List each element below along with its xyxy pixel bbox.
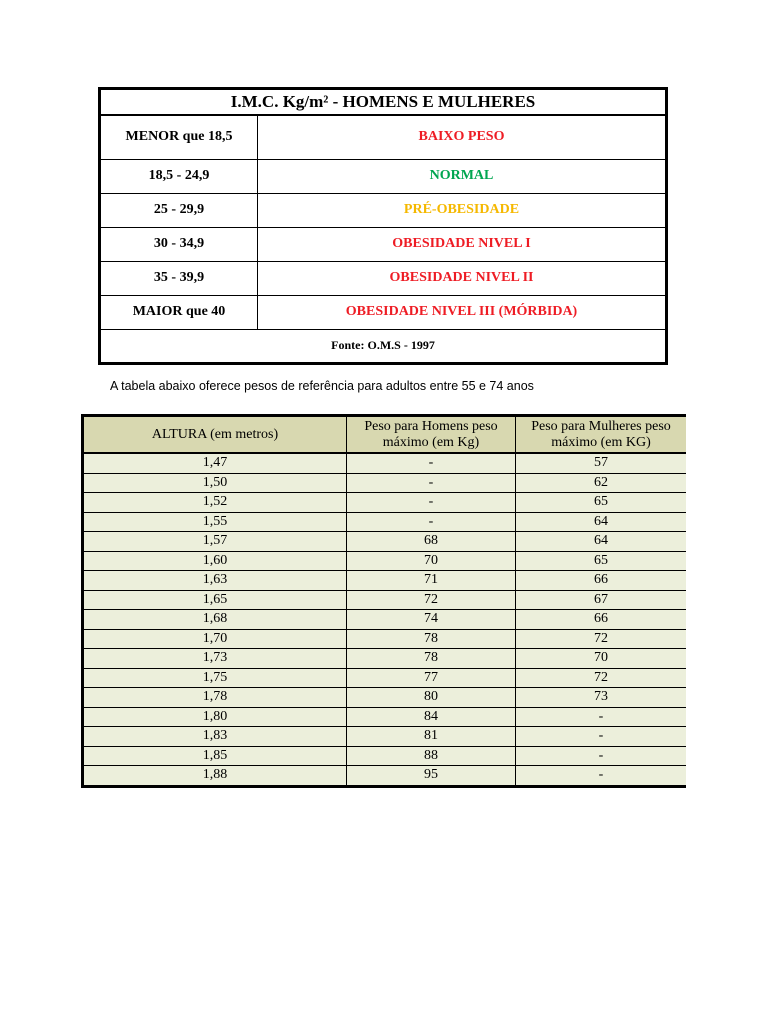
women-weight-cell: 66 [516, 571, 687, 591]
imc-classification: PRÉ-OBESIDADE [258, 193, 667, 227]
women-weight-cell: - [516, 707, 687, 727]
men-weight-cell: - [347, 512, 516, 532]
table-row [83, 610, 687, 630]
table-row [83, 629, 687, 649]
women-weight-cell: 64 [516, 532, 687, 552]
imc-row [100, 295, 667, 329]
weight-table [81, 414, 686, 788]
table-row [83, 590, 687, 610]
height-cell: 1,75 [83, 668, 347, 688]
height-cell: 1,65 [83, 590, 347, 610]
intro-text: A tabela abaixo oferece pesos de referência para adultos entre 55 e 74 anos [110, 379, 534, 393]
men-weight-cell: 81 [347, 727, 516, 747]
men-weight-cell: 70 [347, 551, 516, 571]
imc-row [100, 261, 667, 295]
table-row [83, 473, 687, 493]
height-cell: 1,57 [83, 532, 347, 552]
women-weight-cell: 72 [516, 668, 687, 688]
height-cell: 1,68 [83, 610, 347, 630]
height-cell: 1,47 [83, 453, 347, 473]
table-row [83, 746, 687, 766]
table-row [83, 532, 687, 552]
height-cell: 1,55 [83, 512, 347, 532]
women-weight-cell: 73 [516, 688, 687, 708]
women-weight-cell: 72 [516, 629, 687, 649]
women-weight-cell: 65 [516, 493, 687, 513]
women-weight-cell: 65 [516, 551, 687, 571]
table-row [83, 707, 687, 727]
height-cell: 1,50 [83, 473, 347, 493]
table-row [83, 453, 687, 473]
imc-range: 25 - 29,9 [100, 193, 258, 227]
imc-source: Fonte: O.M.S - 1997 [100, 329, 667, 363]
imc-table [98, 87, 668, 365]
men-weight-cell: 80 [347, 688, 516, 708]
men-weight-cell: 74 [347, 610, 516, 630]
imc-classification: OBESIDADE NIVEL II [258, 261, 667, 295]
men-weight-cell: 71 [347, 571, 516, 591]
table-row [83, 668, 687, 688]
men-weight-cell: - [347, 453, 516, 473]
imc-row [100, 193, 667, 227]
men-weight-cell: 78 [347, 629, 516, 649]
height-cell: 1,80 [83, 707, 347, 727]
men-weight-cell: 68 [347, 532, 516, 552]
men-weight-cell: 84 [347, 707, 516, 727]
men-weight-cell: 78 [347, 649, 516, 669]
table-row [83, 766, 687, 787]
height-cell: 1,60 [83, 551, 347, 571]
height-cell: 1,63 [83, 571, 347, 591]
men-weight-cell: 88 [347, 746, 516, 766]
men-weight-cell: 95 [347, 766, 516, 787]
height-cell: 1,83 [83, 727, 347, 747]
weight-table-header [83, 416, 687, 454]
men-weight-cell: - [347, 473, 516, 493]
imc-classification: NORMAL [258, 159, 667, 193]
women-weight-cell: - [516, 746, 687, 766]
women-weight-cell: 57 [516, 453, 687, 473]
imc-range: 35 - 39,9 [100, 261, 258, 295]
women-weight-cell: - [516, 766, 687, 787]
imc-row [100, 159, 667, 193]
men-weight-cell: 77 [347, 668, 516, 688]
table-row [83, 551, 687, 571]
table-row [83, 493, 687, 513]
women-weight-cell: 62 [516, 473, 687, 493]
men-weight-cell: 72 [347, 590, 516, 610]
height-cell: 1,73 [83, 649, 347, 669]
women-weight-cell: 67 [516, 590, 687, 610]
women-weight-cell: 70 [516, 649, 687, 669]
height-cell: 1,52 [83, 493, 347, 513]
imc-row [100, 115, 667, 159]
table-row [83, 727, 687, 747]
imc-range: 30 - 34,9 [100, 227, 258, 261]
table-row [83, 649, 687, 669]
women-weight-cell: 64 [516, 512, 687, 532]
women-weight-cell: 66 [516, 610, 687, 630]
height-cell: 1,78 [83, 688, 347, 708]
imc-range: MAIOR que 40 [100, 295, 258, 329]
imc-classification: OBESIDADE NIVEL I [258, 227, 667, 261]
header-women-weight: Peso para Mulheres peso máximo (em KG) [516, 416, 687, 454]
imc-classification: BAIXO PESO [258, 115, 667, 159]
imc-classification: OBESIDADE NIVEL III (MÓRBIDA) [258, 295, 667, 329]
height-cell: 1,85 [83, 746, 347, 766]
height-cell: 1,70 [83, 629, 347, 649]
header-height: ALTURA (em metros) [83, 416, 347, 454]
table-row [83, 512, 687, 532]
imc-range: 18,5 - 24,9 [100, 159, 258, 193]
imc-row [100, 227, 667, 261]
women-weight-cell: - [516, 727, 687, 747]
height-cell: 1,88 [83, 766, 347, 787]
imc-range: MENOR que 18,5 [100, 115, 258, 159]
table-row [83, 571, 687, 591]
header-men-weight: Peso para Homens peso máximo (em Kg) [347, 416, 516, 454]
table-row [83, 688, 687, 708]
weight-table-body [83, 453, 687, 786]
men-weight-cell: - [347, 493, 516, 513]
imc-table-title: I.M.C. Kg/m² - HOMENS E MULHERES [100, 89, 667, 116]
